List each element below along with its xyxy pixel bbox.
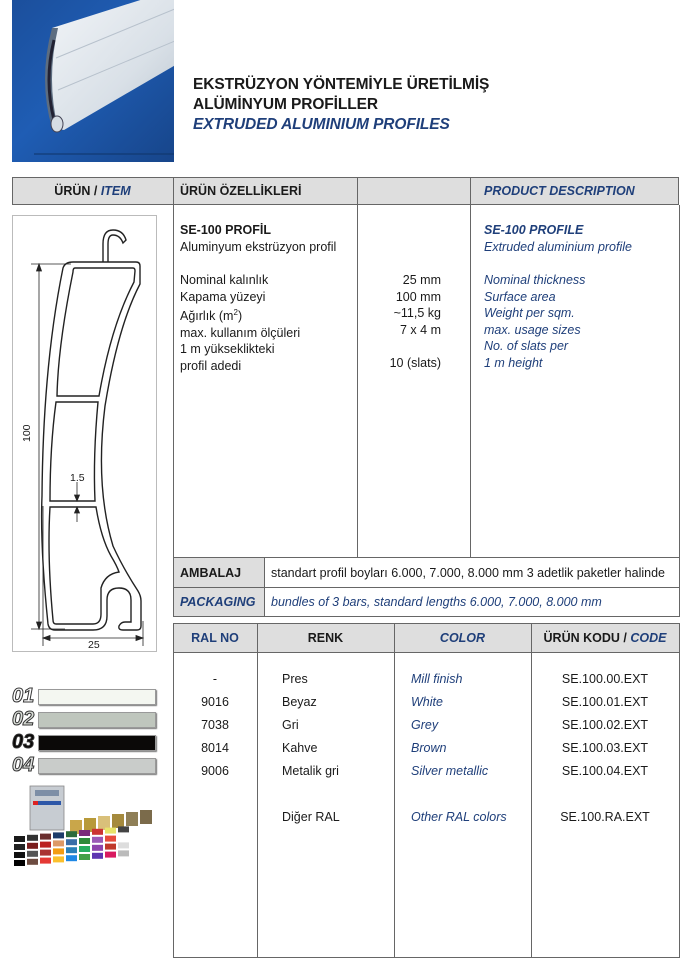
packaging-label-tr: AMBALAJ [174,558,264,587]
fan-swatch [79,830,90,836]
color-name-en-cell: Brown [411,741,447,755]
product-name-en: SE-100 PROFILE [484,223,584,237]
hero-product-photo [12,0,174,162]
profile-drawing-frame [12,215,157,652]
fan-swatch [40,842,51,848]
spec-value: 100 mm [395,289,441,304]
spec-label-en: Nominal thickness [484,273,586,287]
spec-label-tr-text: Ağırlık (m [180,309,234,324]
spec-value: 25 mm [402,273,441,287]
packaging-row-en [173,587,680,617]
column-code [531,631,679,645]
fan-swatch [112,814,124,828]
fan-swatch [92,853,103,859]
color-name-tr-cell: Metalik gri [282,764,339,778]
swatch-color-bar [38,689,156,705]
fan-swatch [66,831,77,837]
fan-swatch [105,852,116,858]
color-name-en-cell: White [411,695,443,709]
spec-label-tr: max. kullanım ölçüleri [180,325,301,340]
swatch-color-bar [38,712,156,728]
width-dimension-label: 25 [88,639,100,651]
product-code-cell: SE.100.01.EXT [561,695,649,709]
height-dimension-label: 100 [21,424,33,442]
title-line-tr-2: ALÜMİNYUM PROFİLLER [193,96,378,113]
spec-label-en: max. usage sizes [484,322,581,337]
header-divider [357,177,358,205]
product-code-cell: SE.100.03.EXT [561,741,649,755]
spec-value: 7 x 4 m [400,322,441,337]
spec-label-tr [180,305,350,325]
header-divider [173,177,174,205]
profile-cross-section-drawing [13,216,158,653]
fan-swatch [118,850,129,856]
fan-swatch [14,860,25,866]
spec-label-tr: Kapama yüzeyi [180,289,266,304]
fan-swatch [53,856,64,862]
spec-label-tr-end: ) [237,309,243,324]
column-code-tr: ÜRÜN KODU / [543,631,631,645]
fan-swatch [14,836,25,842]
color-name-tr-cell: Pres [282,672,308,686]
packaging-label-en: PACKAGING [174,588,264,616]
color-table-divider [257,623,258,958]
spec-label-en: Surface area [484,289,556,304]
fan-swatch [126,812,138,826]
packaging-divider [264,558,265,587]
ral-color-fan-image [10,784,160,874]
fan-swatch [40,858,51,864]
product-name-tr-block [180,222,336,255]
fan-swatch [79,854,90,860]
color-name-tr-cell: Diğer RAL [282,810,340,824]
column-item-en: ITEM [100,184,131,198]
fan-swatch [53,848,64,854]
page-title [193,75,489,135]
swatch-number: 04 [12,754,35,776]
ral-number-cell: - [212,672,218,686]
column-color: COLOR [439,631,486,645]
product-name-tr: SE-100 PROFİL [180,223,271,237]
swatch-number: 02 [12,708,35,730]
fan-swatch [66,839,77,845]
fan-swatch [140,810,152,824]
product-code-cell: SE.100.02.EXT [561,718,649,732]
wall-thickness-label: 1.5 [70,472,85,484]
fan-swatch [14,852,25,858]
spec-value [360,338,441,355]
product-sub-tr: Aluminyum ekstrüzyon profil [180,239,337,254]
spec-label-tr: Nominal kalınlık [180,273,269,287]
spec-value: ~11,5 kg [393,306,441,320]
column-item-tr: ÜRÜN / [54,184,101,198]
aluminium-slat-illustration [12,0,174,162]
column-code-en: CODE [630,631,667,645]
packaging-divider [264,588,265,616]
fan-swatch [53,840,64,846]
fan-swatch [27,843,38,849]
spec-label-tr: 1 m yükseklikteki [180,342,275,357]
swatch-number: 03 [12,731,35,753]
fan-swatch [92,845,103,851]
packaging-text-en: bundles of 3 bars, standard lengths 6.000, 7.000, 8.000 mm [271,595,602,609]
fan-swatch [105,844,116,850]
spec-label-en: No. of slats per [484,339,569,353]
title-line-en: EXTRUDED ALUMINIUM PROFILES [193,116,450,133]
ral-number-cell: 9016 [201,695,229,709]
color-name-en-cell: Grey [411,718,439,732]
column-features: ÜRÜN ÖZELLİKLERİ [180,184,302,198]
fan-swatch [118,826,129,832]
body-divider [173,205,174,557]
header-divider [470,177,471,205]
fan-swatch [27,835,38,841]
product-code-cell: SE.100.RA.EXT [560,810,650,824]
product-name-en-block [484,222,632,255]
color-table-divider [394,623,395,958]
fan-swatch [105,828,116,834]
ral-fan-illustration [10,784,160,874]
spec-labels-en [484,272,585,371]
fan-swatch [66,847,77,853]
product-sub-en: Extruded aluminium profile [484,239,632,254]
fan-swatch [79,838,90,844]
ral-number-cell: 8014 [201,741,229,755]
fan-swatch [53,832,64,838]
fan-swatch [105,836,116,842]
fan-swatch [14,844,25,850]
product-code-cell: SE.100.04.EXT [561,764,649,778]
swatch-number: 01 [12,685,35,707]
swatch-color-bar [38,758,156,774]
spec-label-tr: profil adedi [180,358,242,373]
color-name-en-cell: Other RAL colors [411,810,507,824]
body-divider [470,205,471,557]
swatch-color-bar [38,735,156,751]
packaging-text-tr: standart profil boyları 6.000, 7.000, 8.000 mm 3 adetlik paketler halinde [271,565,665,580]
spec-label-en: Weight per sqm. [484,306,575,320]
color-name-tr-cell: Kahve [282,741,318,755]
packaging-row-tr [173,557,680,588]
fan-swatch [79,846,90,852]
fan-swatch [66,855,77,861]
column-description: PRODUCT DESCRIPTION [484,184,635,198]
fan-swatch [27,851,38,857]
spec-label-tr-sup: 2 [233,308,238,317]
column-item [12,184,173,198]
fan-swatch [118,842,129,848]
color-name-en-cell: Mill finish [411,672,463,686]
spec-labels-tr [180,272,350,374]
spec-label-en: 1 m height [484,355,543,370]
column-renk: RENK [307,631,344,645]
title-line-tr-1: EKSTRÜZYON YÖNTEMİYLE ÜRETİLMİŞ [193,76,490,93]
color-name-en-cell: Silver metallic [411,764,489,778]
color-name-tr-cell: Gri [282,718,299,732]
fan-swatch [92,837,103,843]
fan-swatch [92,829,103,835]
color-name-tr-cell: Beyaz [282,695,317,709]
body-divider [357,205,358,557]
fan-swatch [40,834,51,840]
fan-swatch [118,834,129,840]
fan-swatch [40,850,51,856]
column-ral-no: RAL NO [191,631,239,645]
spec-values [360,272,441,371]
ral-number-cell: 9006 [201,764,229,778]
product-code-cell: SE.100.00.EXT [561,672,649,686]
spec-value: 10 (slats) [389,355,441,370]
fan-swatch [27,859,38,865]
ral-number-cell: 7038 [201,718,229,732]
